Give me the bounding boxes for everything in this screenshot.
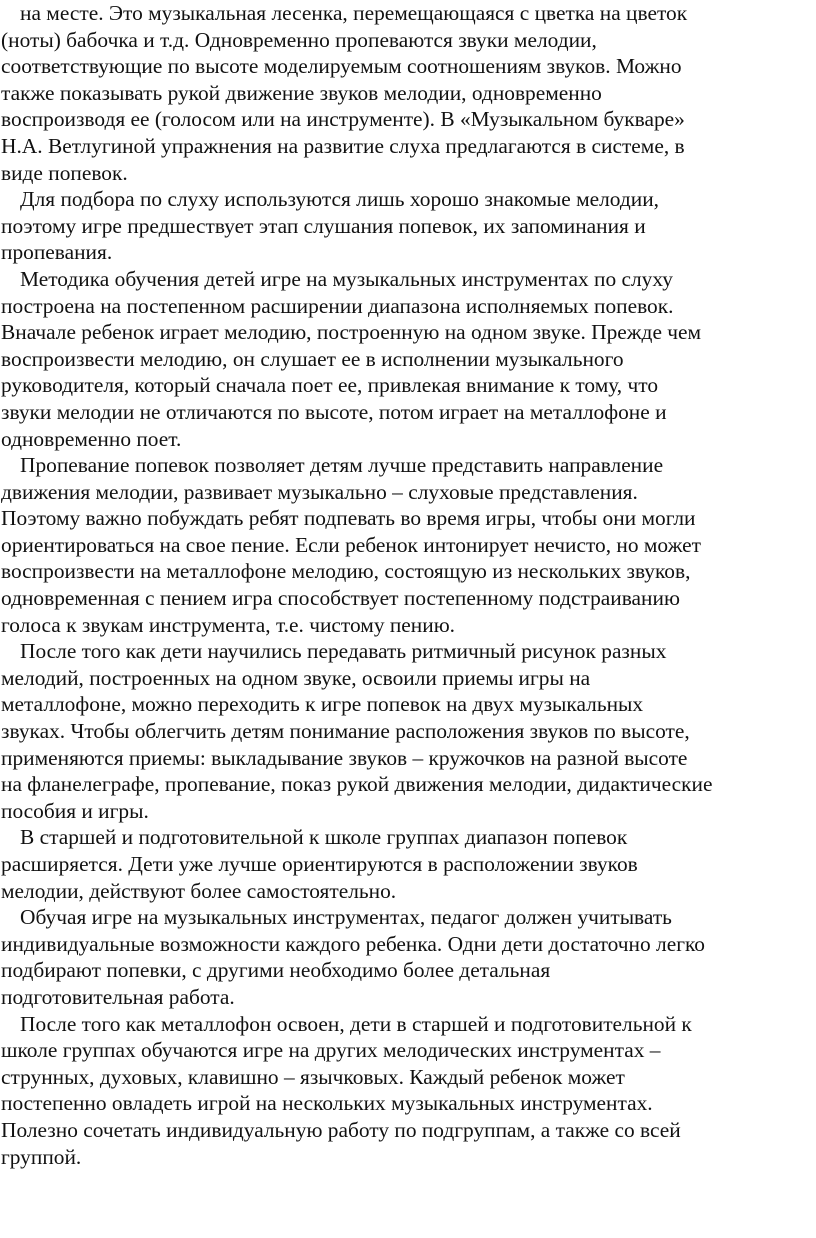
text-line: В старшей и подготовительной к школе группах диапазон попевок [20,825,628,850]
text-line: Полезно сочетать индивидуальную работу по подгруппам, а также со всей [1,1117,681,1142]
text-line: индивидуальные возможности каждого ребенка. Одни дети достаточно легко [1,931,705,956]
text-line: также показывать рукой движение звуков мелодии, одновременно [1,80,602,105]
text-line: поэтому игре предшествует этап слушания попевок, их запоминания и [1,213,646,238]
text-line: воспроизводя ее (голосом или на инструменте). В «Музыкальном букваре» [1,107,685,132]
text-line: подготовительная работа. [1,984,235,1009]
paragraph [0,904,816,1010]
text-line: одновременно поет. [1,426,182,451]
text-line: Методика обучения детей игре на музыкальных инструментах по слуху [20,266,673,291]
paragraph [0,266,816,452]
text-line: постепенно овладеть игрой на нескольких музыкальных инструментах. [1,1091,653,1116]
text-line: расширяется. Дети уже лучше ориентируются в расположении звуков [1,852,638,876]
text-line: струнных, духовых, клавишно – язычковых. Каждый ребенок может [1,1064,625,1089]
text-line: (ноты) бабочка и т.д. Одновременно пропеваются звуки мелодии, [1,27,597,52]
text-line: на фланелеграфе, пропевание, показ рукой движения мелодии, дидактические [1,772,713,797]
text-line: пособия и игры. [1,798,149,823]
text-line: Обучая игре на музыкальных инструментах, педагог должен учитывать [20,905,672,930]
text-line: одновременная с пением игра способствует постепенному подстраиванию [1,586,680,611]
paragraph [0,1011,816,1171]
paragraph [0,452,816,638]
text-line: применяются приемы: выкладывание звуков – кружочков на разной высоте [1,745,688,770]
text-line: Вначале ребенок играет мелодию, построенную на одном звуке. Прежде чем [1,320,702,345]
text-line: пропевания. [1,240,113,265]
text-line: После того как металлофон освоен, дети в старшей и подготовительной к [20,1011,692,1036]
text-line: звуки мелодии не отличаются по высоте, потом играет на металлофоне и [1,399,667,424]
text-line: голоса к звукам инструмента, т.е. чистому пению. [1,612,456,637]
paragraph [0,824,816,904]
text-line: После того как дети научились передавать ритмичный рисунок разных [20,639,667,664]
text-line: металлофоне, можно переходить к игре попевок на двух музыкальных [1,692,644,717]
text-line: движения мелодии, развивает музыкально – слуховые представления. [1,479,638,504]
text-line: виде попевок. [1,160,128,185]
text-line: соответствующие по высоте моделируемым соотношениям звуков. Можно [1,54,682,79]
paragraph [0,186,816,266]
text-line: подбирают попевки, с другими необходимо более детальная [1,958,551,983]
paragraph [0,0,816,186]
paragraph [0,638,816,824]
text-line: звуках. Чтобы облегчить детям понимание расположения звуков по высоте, [1,719,690,744]
text-line: мелодий, построенных на одном звуке, освоили приемы игры на [1,665,591,690]
text-line: ориентироваться на свое пение. Если ребенок интонирует нечисто, но может [1,532,701,557]
text-line: группой. [1,1144,82,1169]
text-line: на месте. Это музыкальная лесенка, перемещающаяся с цветка на цветок [20,1,688,25]
text-line: построена на постепенном расширении диапазона исполняемых попевок. [1,293,674,318]
text-line: руководителя, который сначала поет ее, привлекая внимание к тому, что [1,373,659,398]
text-line: Для подбора по слуху используются лишь хорошо знакомые мелодии, [20,187,659,212]
text-line: мелодии, действуют более самостоятельно. [1,878,397,903]
text-line: воспроизвести на металлофоне мелодию, состоящую из нескольких звуков, [1,559,691,584]
text-line: школе группах обучаются игре на других мелодических инструментах – [1,1038,661,1063]
text-line: Пропевание попевок позволяет детям лучше представить направление [20,453,664,478]
text-line: Н.А. Ветлугиной упражнения на развитие слуха предлагаются в системе, в [1,133,685,158]
text-line: воспроизвести мелодию, он слушает ее в исполнении музыкального [1,346,624,371]
text-line: Поэтому важно побуждать ребят подпевать во время игры, чтобы они могли [1,506,696,531]
